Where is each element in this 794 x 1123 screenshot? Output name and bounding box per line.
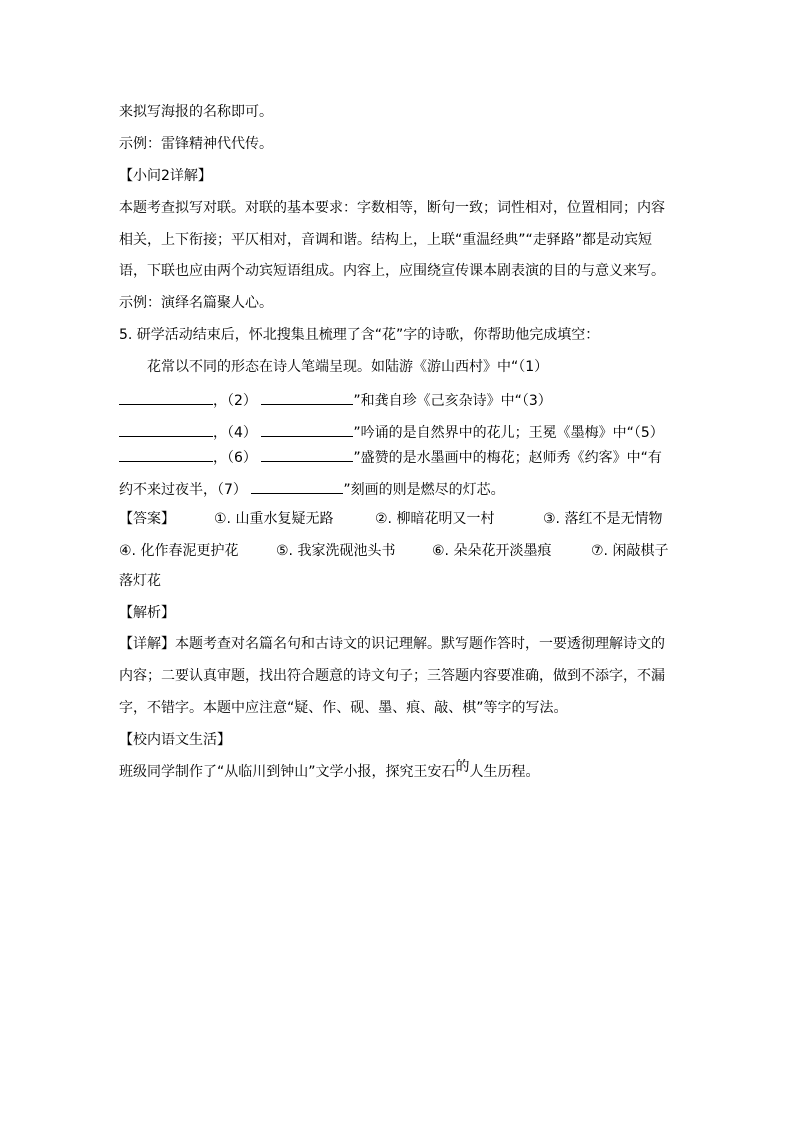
text: ”吟诵的是自然界中的花儿；王冕《墨梅》中“（5） [353, 425, 664, 441]
section-heading: 【校内语文生活】 [119, 732, 231, 748]
answer-tail: 落灯花 [119, 573, 161, 589]
answer-item: ③. 落红不是无情物 [543, 511, 663, 527]
answer-line [119, 510, 675, 528]
blank-4 [261, 422, 353, 437]
fill-line [119, 390, 552, 408]
blank-5 [119, 447, 213, 462]
text: ，（6） [213, 450, 257, 466]
answer-item: ②. 柳暗花明又一村 [375, 511, 495, 527]
text-line [119, 759, 540, 781]
answer-line [119, 542, 675, 560]
answer-item: ④. 化作春泥更护花 [119, 543, 239, 559]
text: 约不来过夜半，（7） [119, 482, 247, 498]
text: ”盛赞的是水墨画中的梅花；赵师秀《约客》中“有 [353, 450, 662, 466]
text-line: 内容；二要认真审题，找出符合题意的诗文句子；三答题内容要准确，做到不添字，不漏 [119, 668, 665, 684]
fill-line [119, 479, 505, 497]
text-line: 示例：雷锋精神代代传。 [119, 136, 273, 152]
text-line: 相关，上下衔接；平仄相对，音调和谐。结构上，上联“重温经典”“走驿路”都是动宾短 [119, 232, 653, 248]
text-line: 字，不错字。本题中应注意“疑、作、砚、墨、痕、敲、棋”等字的写法。 [119, 700, 568, 716]
blank-2 [261, 390, 353, 405]
answer-item: ⑦. 闲敲棋子 [591, 543, 669, 559]
answer-item: ⑥. 朵朵花开淡墨痕 [432, 543, 552, 559]
answer-label: 【答案】 [119, 511, 175, 527]
blank-3 [119, 422, 213, 437]
blank-1 [119, 390, 213, 405]
answer-item: ⑤. 我家洗砚池头书 [276, 543, 396, 559]
text: ”刻画的则是燃尽的灯芯。 [343, 482, 505, 498]
text-line: 【详解】本题考查对名篇名句和古诗文的识记理解。默写题作答时，一要透彻理解诗文的 [119, 636, 665, 652]
answer-item: ①. 山重水复疑无路 [214, 511, 334, 527]
question-5: 5. 研学活动结束后，怀北搜集且梳理了含“花”字的诗歌，你帮助他完成填空： [119, 327, 600, 343]
text-line: 语，下联也应由两个动宾短语组成。内容上，应围绕宣传课本剧表演的目的与意义来写。 [119, 263, 665, 279]
text-line: 花常以不同的形态在诗人笔端呈现。如陆游《游山西村》中“（1） [147, 359, 549, 375]
text: ，（2） [213, 393, 257, 409]
text: 人生历程。 [469, 764, 540, 780]
blank-7 [251, 479, 343, 494]
blank-6 [261, 447, 353, 462]
text: 班级同学制作了“从临川到钟山”文学小报，探究王安石 [119, 764, 456, 780]
text: 的 [455, 759, 470, 775]
subquestion-heading: 【小问2详解】 [119, 168, 212, 184]
text-line: 本题考查拟写对联。对联的基本要求：字数相等，断句一致；词性相对，位置相同；内容 [119, 200, 665, 216]
text-line: 来拟写海报的名称即可。 [119, 104, 273, 120]
text: ，（4） [213, 425, 257, 441]
fill-line [119, 447, 662, 465]
fill-line [119, 422, 664, 440]
text: ”和龚自珍《己亥杂诗》中“（3） [353, 393, 552, 409]
analysis-label: 【解析】 [119, 605, 175, 621]
text-line: 示例：演绎名篇聚人心。 [119, 295, 273, 311]
